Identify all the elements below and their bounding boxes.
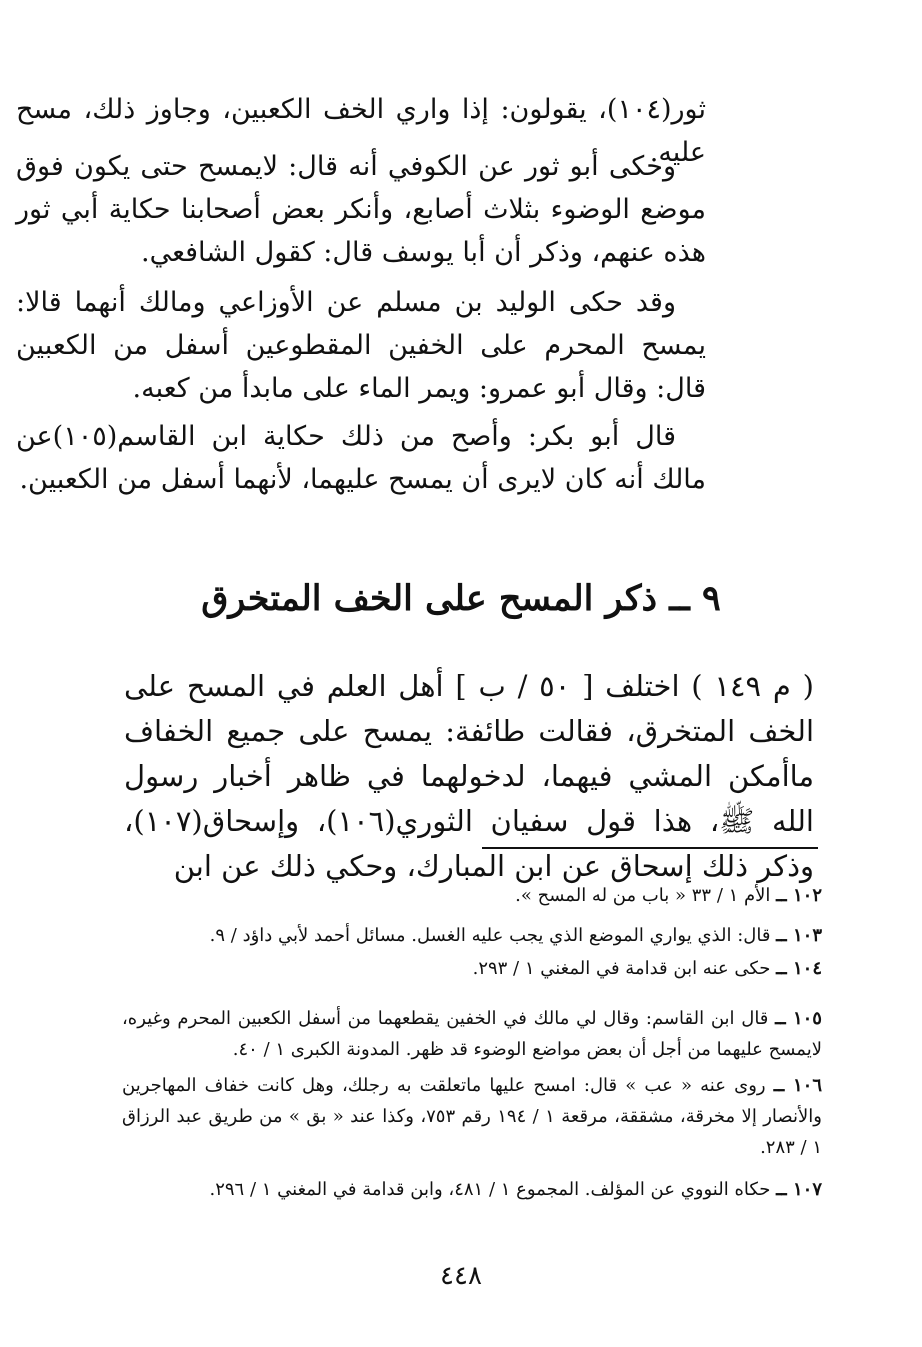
paragraph-walid-ibn-muslim: وقد حكى الوليد بن مسلم عن الأوزاعي ومالك أنهما قالا: يمسح المحرم على الخفين المقطوعين أسفل من الكعبين قال: وقال أبو عمرو: ويمر الماء على مابدأ من كعبه. (16, 287, 706, 404)
footnote-number: ١٠٣ ــ (776, 925, 822, 946)
footnote-105 (122, 1003, 822, 1065)
footnote-number: ١٠٤ ــ (776, 958, 822, 979)
paragraph-continuation: ثور(١٠٤)، يقولون: إذا واري الخف الكعبين، وجاوز ذلك، مسح عليه. (16, 94, 706, 168)
footnote-text: روى عنه « عب » قال: امسح عليها ماتعلقت به رجلك، وهل كانت خفاف المهاجرين والأنصار إلا مخرقة، مشققة، مرقعة ١ / ١٩٤ رقم ٧٥٣، وكذا عند « بق » من طريق عبد الرزاق ١ / ٢٨٣. (122, 1075, 822, 1158)
footnote-number: ١٠٢ ــ (776, 885, 822, 906)
page-number: ٤٤٨ (440, 1261, 482, 1291)
footnote-102 (122, 880, 822, 911)
footnote-number: ١٠٥ ــ (775, 1008, 822, 1029)
footnote-text: حكاه النووي عن المؤلف. المجموع ١ / ٤٨١، وابن قدامة في المغني ١ / ٢٩٦. (209, 1179, 771, 1200)
footnote-103 (122, 920, 822, 951)
section-body (124, 664, 814, 889)
section-body-text: ( م ١٤٩ ) اختلف [ ٥٠ / ب ] أهل العلم في المسح على الخف المتخرق، فقالت طائفة: يمسح على جميع الخفاف ماأمكن المشي فيهما، لدخولهما في ظاهر أخبار رسول الله ﷺ، هذا قول سفيان الثوري(١٠٦)، وإسحاق(١٠٧)، وذكر ذلك إسحاق عن ابن المبارك، وحكي ذلك عن ابن (124, 669, 814, 883)
footnote-divider (482, 847, 818, 849)
paragraph-abu-bakr: قال أبو بكر: وأصح من ذلك حكاية ابن القاسم(١٠٥)عن مالك أنه كان لايرى أن يمسح عليهما، لأنهما أسفل من الكعبين. (16, 421, 706, 495)
footnote-text: الأم ١ / ٣٣ « باب من له المسح ». (515, 885, 771, 906)
footnote-107 (122, 1174, 822, 1205)
footnote-text: قال ابن القاسم: وقال لي مالك في الخفين يقطعهما من أسفل الكعبين المحرم وغيره، لايمسح عليهما من أجل أن بعض مواضع الوضوء قد ظهر. المدونة الكبرى ١ / ٤٠. (122, 1008, 822, 1060)
footnote-text: حكى عنه ابن قدامة في المغني ١ / ٢٩٣. (472, 958, 771, 979)
footnote-number: ١٠٦ ــ (773, 1075, 822, 1096)
footnote-104 (122, 953, 822, 984)
section-heading: ٩ ــ ذكر المسح على الخف المتخرق (201, 578, 721, 619)
paragraph-abu-thawr: وحكى أبو ثور عن الكوفي أنه قال: لايمسح حتى يكون فوق موضع الوضوء بثلاث أصابع، وأنكر بعض أصحابنا حكاية أبي ثور هذه عنهم، وذكر أن أبا يوسف قال: كقول الشافعي. (16, 151, 706, 268)
footnote-106 (122, 1070, 822, 1163)
footnote-text: قال: الذي يواري الموضع الذي يجب عليه الغسل. مسائل أحمد لأبي داؤد / ٩. (209, 925, 771, 946)
footnote-number: ١٠٧ ــ (776, 1179, 822, 1200)
